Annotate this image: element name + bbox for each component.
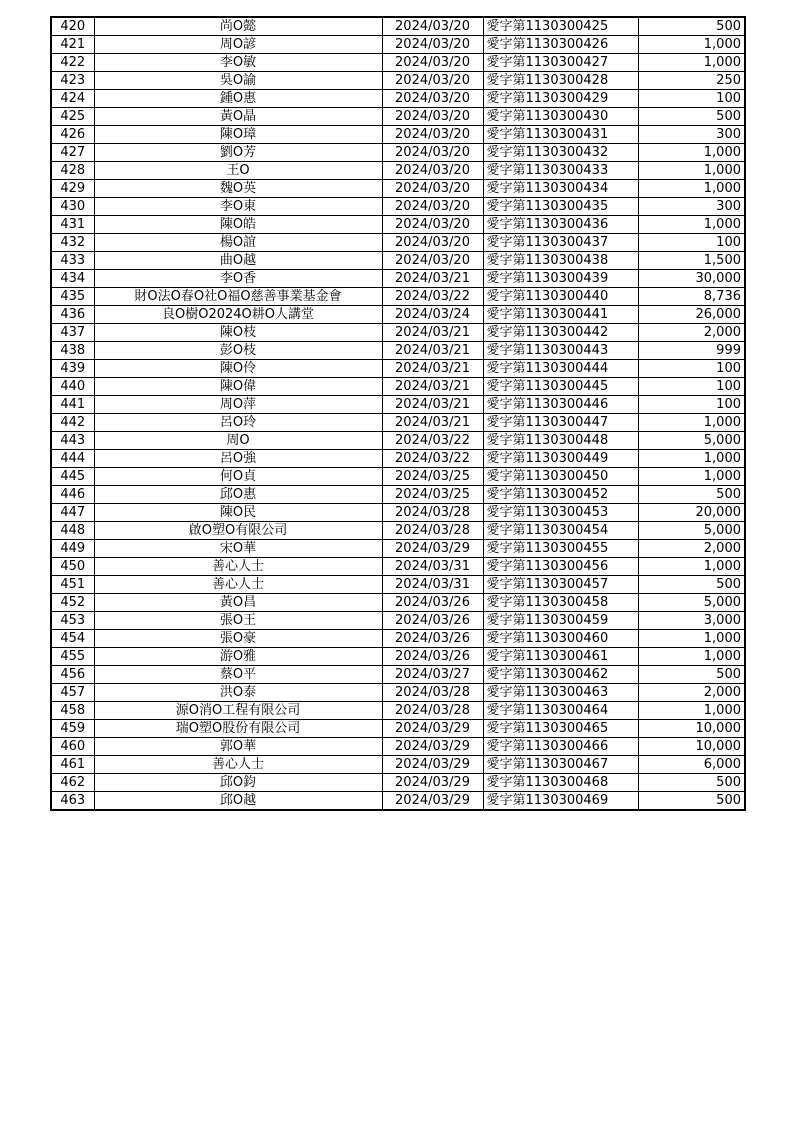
table-row — [51, 558, 745, 576]
donor-name-cell: 張O王 — [94, 612, 382, 630]
row-number-cell: 432 — [51, 234, 94, 252]
donation-amount-cell: 500 — [638, 666, 745, 684]
table-row — [51, 270, 745, 288]
donor-name-cell: 鍾O惠 — [94, 90, 382, 108]
receipt-number-cell: 愛字第1130300450 — [483, 468, 638, 486]
donation-date-cell: 2024/03/29 — [382, 720, 483, 738]
row-number-cell: 420 — [51, 17, 94, 36]
row-number-cell: 445 — [51, 468, 94, 486]
table-row — [51, 612, 745, 630]
row-number-cell: 433 — [51, 252, 94, 270]
donation-amount-cell: 10,000 — [638, 738, 745, 756]
row-number-cell: 429 — [51, 180, 94, 198]
row-number-cell: 460 — [51, 738, 94, 756]
donor-name-cell: 李O敏 — [94, 54, 382, 72]
donor-name-cell: 呂O強 — [94, 450, 382, 468]
row-number-cell: 450 — [51, 558, 94, 576]
table-row — [51, 360, 745, 378]
table-row — [51, 594, 745, 612]
donor-name-cell: 何O貞 — [94, 468, 382, 486]
donation-amount-cell: 8,736 — [638, 288, 745, 306]
table-row — [51, 378, 745, 396]
table-row — [51, 468, 745, 486]
donation-date-cell: 2024/03/24 — [382, 306, 483, 324]
donation-date-cell: 2024/03/26 — [382, 648, 483, 666]
donation-amount-cell: 300 — [638, 198, 745, 216]
row-number-cell: 422 — [51, 54, 94, 72]
donation-date-cell: 2024/03/28 — [382, 684, 483, 702]
receipt-number-cell: 愛字第1130300428 — [483, 72, 638, 90]
table-row — [51, 126, 745, 144]
row-number-cell: 458 — [51, 702, 94, 720]
table-row — [51, 738, 745, 756]
donation-amount-cell: 1,000 — [638, 630, 745, 648]
donor-name-cell: 尚O懿 — [94, 17, 382, 36]
donation-date-cell: 2024/03/20 — [382, 36, 483, 54]
donation-amount-cell: 2,000 — [638, 324, 745, 342]
row-number-cell: 449 — [51, 540, 94, 558]
donor-name-cell: 邱O惠 — [94, 486, 382, 504]
row-number-cell: 434 — [51, 270, 94, 288]
donation-date-cell: 2024/03/20 — [382, 108, 483, 126]
receipt-number-cell: 愛字第1130300463 — [483, 684, 638, 702]
donor-name-cell: 啟O塑O有限公司 — [94, 522, 382, 540]
donation-date-cell: 2024/03/26 — [382, 612, 483, 630]
donor-name-cell: 彭O枝 — [94, 342, 382, 360]
donation-amount-cell: 20,000 — [638, 504, 745, 522]
donor-name-cell: 陳O民 — [94, 504, 382, 522]
donation-amount-cell: 500 — [638, 486, 745, 504]
receipt-number-cell: 愛字第1130300440 — [483, 288, 638, 306]
table-row — [51, 234, 745, 252]
row-number-cell: 421 — [51, 36, 94, 54]
donor-name-cell: 良O樹O2024O耕O人講堂 — [94, 306, 382, 324]
donation-amount-cell: 5,000 — [638, 432, 745, 450]
receipt-number-cell: 愛字第1130300430 — [483, 108, 638, 126]
donation-amount-cell: 100 — [638, 396, 745, 414]
table-row — [51, 486, 745, 504]
donation-date-cell: 2024/03/29 — [382, 540, 483, 558]
donation-date-cell: 2024/03/26 — [382, 594, 483, 612]
donor-name-cell: 周O — [94, 432, 382, 450]
row-number-cell: 436 — [51, 306, 94, 324]
donor-name-cell: 邱O鈞 — [94, 774, 382, 792]
receipt-number-cell: 愛字第1130300469 — [483, 792, 638, 811]
row-number-cell: 444 — [51, 450, 94, 468]
donation-date-cell: 2024/03/20 — [382, 126, 483, 144]
row-number-cell: 438 — [51, 342, 94, 360]
donation-date-cell: 2024/03/21 — [382, 270, 483, 288]
donor-name-cell: 陳O偉 — [94, 378, 382, 396]
donor-name-cell: 吳O諭 — [94, 72, 382, 90]
donation-amount-cell: 1,000 — [638, 180, 745, 198]
receipt-number-cell: 愛字第1130300453 — [483, 504, 638, 522]
table-row — [51, 252, 745, 270]
receipt-number-cell: 愛字第1130300448 — [483, 432, 638, 450]
table-row — [51, 324, 745, 342]
receipt-number-cell: 愛字第1130300460 — [483, 630, 638, 648]
receipt-number-cell: 愛字第1130300437 — [483, 234, 638, 252]
table-row — [51, 306, 745, 324]
receipt-number-cell: 愛字第1130300459 — [483, 612, 638, 630]
table-row — [51, 666, 745, 684]
receipt-number-cell: 愛字第1130300462 — [483, 666, 638, 684]
receipt-number-cell: 愛字第1130300443 — [483, 342, 638, 360]
receipt-number-cell: 愛字第1130300468 — [483, 774, 638, 792]
table-row — [51, 702, 745, 720]
donation-amount-cell: 1,000 — [638, 162, 745, 180]
table-row — [51, 432, 745, 450]
donor-name-cell: 財O法O春O社O福O慈善事業基金會 — [94, 288, 382, 306]
donation-date-cell: 2024/03/21 — [382, 414, 483, 432]
donor-name-cell: 陳O皓 — [94, 216, 382, 234]
receipt-number-cell: 愛字第1130300425 — [483, 17, 638, 36]
donation-amount-cell: 3,000 — [638, 612, 745, 630]
table-row — [51, 522, 745, 540]
table-row — [51, 630, 745, 648]
table-row — [51, 504, 745, 522]
receipt-number-cell: 愛字第1130300436 — [483, 216, 638, 234]
donor-name-cell: 善心人士 — [94, 576, 382, 594]
donation-amount-cell: 5,000 — [638, 594, 745, 612]
table-row — [51, 648, 745, 666]
donor-name-cell: 王O — [94, 162, 382, 180]
row-number-cell: 455 — [51, 648, 94, 666]
donor-name-cell: 劉O芳 — [94, 144, 382, 162]
donor-name-cell: 陳O伶 — [94, 360, 382, 378]
donation-amount-cell: 26,000 — [638, 306, 745, 324]
donation-amount-cell: 1,000 — [638, 216, 745, 234]
receipt-number-cell: 愛字第1130300444 — [483, 360, 638, 378]
donation-ledger-table — [50, 16, 746, 811]
receipt-number-cell: 愛字第1130300445 — [483, 378, 638, 396]
donation-date-cell: 2024/03/21 — [382, 324, 483, 342]
donation-date-cell: 2024/03/28 — [382, 504, 483, 522]
row-number-cell: 457 — [51, 684, 94, 702]
donation-amount-cell: 500 — [638, 576, 745, 594]
receipt-number-cell: 愛字第1130300427 — [483, 54, 638, 72]
table-row — [51, 540, 745, 558]
donor-name-cell: 呂O玲 — [94, 414, 382, 432]
table-row — [51, 684, 745, 702]
receipt-number-cell: 愛字第1130300431 — [483, 126, 638, 144]
donor-name-cell: 黃O晶 — [94, 108, 382, 126]
table-row — [51, 90, 745, 108]
row-number-cell: 439 — [51, 360, 94, 378]
row-number-cell: 459 — [51, 720, 94, 738]
receipt-number-cell: 愛字第1130300442 — [483, 324, 638, 342]
donation-date-cell: 2024/03/20 — [382, 252, 483, 270]
donation-amount-cell: 500 — [638, 774, 745, 792]
donation-date-cell: 2024/03/20 — [382, 162, 483, 180]
donation-date-cell: 2024/03/22 — [382, 450, 483, 468]
row-number-cell: 435 — [51, 288, 94, 306]
row-number-cell: 424 — [51, 90, 94, 108]
donation-amount-cell: 1,000 — [638, 468, 745, 486]
table-row — [51, 774, 745, 792]
donation-amount-cell: 10,000 — [638, 720, 745, 738]
donation-amount-cell: 30,000 — [638, 270, 745, 288]
table-row — [51, 36, 745, 54]
donation-amount-cell: 1,000 — [638, 414, 745, 432]
donation-date-cell: 2024/03/20 — [382, 54, 483, 72]
row-number-cell: 461 — [51, 756, 94, 774]
donor-name-cell: 周O諺 — [94, 36, 382, 54]
donor-name-cell: 善心人士 — [94, 756, 382, 774]
row-number-cell: 462 — [51, 774, 94, 792]
donation-date-cell: 2024/03/26 — [382, 630, 483, 648]
receipt-number-cell: 愛字第1130300433 — [483, 162, 638, 180]
donor-name-cell: 李O香 — [94, 270, 382, 288]
receipt-number-cell: 愛字第1130300429 — [483, 90, 638, 108]
donation-date-cell: 2024/03/21 — [382, 378, 483, 396]
donation-amount-cell: 1,000 — [638, 702, 745, 720]
table-row — [51, 396, 745, 414]
donation-date-cell: 2024/03/29 — [382, 756, 483, 774]
donor-name-cell: 源O消O工程有限公司 — [94, 702, 382, 720]
donation-date-cell: 2024/03/25 — [382, 486, 483, 504]
donor-name-cell: 善心人士 — [94, 558, 382, 576]
donation-amount-cell: 250 — [638, 72, 745, 90]
receipt-number-cell: 愛字第1130300454 — [483, 522, 638, 540]
donor-name-cell: 洪O泰 — [94, 684, 382, 702]
row-number-cell: 441 — [51, 396, 94, 414]
receipt-number-cell: 愛字第1130300464 — [483, 702, 638, 720]
receipt-number-cell: 愛字第1130300456 — [483, 558, 638, 576]
donation-date-cell: 2024/03/29 — [382, 774, 483, 792]
donation-amount-cell: 100 — [638, 360, 745, 378]
donation-date-cell: 2024/03/31 — [382, 576, 483, 594]
donation-amount-cell: 100 — [638, 90, 745, 108]
table-row — [51, 144, 745, 162]
donation-amount-cell: 100 — [638, 234, 745, 252]
table-row — [51, 72, 745, 90]
row-number-cell: 447 — [51, 504, 94, 522]
donor-name-cell: 李O東 — [94, 198, 382, 216]
donation-date-cell: 2024/03/21 — [382, 396, 483, 414]
donation-date-cell: 2024/03/20 — [382, 198, 483, 216]
receipt-number-cell: 愛字第1130300434 — [483, 180, 638, 198]
row-number-cell: 443 — [51, 432, 94, 450]
table-row — [51, 108, 745, 126]
donation-date-cell: 2024/03/20 — [382, 90, 483, 108]
row-number-cell: 463 — [51, 792, 94, 811]
table-row — [51, 720, 745, 738]
donor-name-cell: 陳O璋 — [94, 126, 382, 144]
donor-name-cell: 楊O誼 — [94, 234, 382, 252]
receipt-number-cell: 愛字第1130300432 — [483, 144, 638, 162]
table-row — [51, 792, 745, 811]
donation-amount-cell: 1,000 — [638, 36, 745, 54]
donation-date-cell: 2024/03/25 — [382, 468, 483, 486]
row-number-cell: 425 — [51, 108, 94, 126]
donor-name-cell: 張O豪 — [94, 630, 382, 648]
row-number-cell: 440 — [51, 378, 94, 396]
donation-date-cell: 2024/03/20 — [382, 234, 483, 252]
donation-date-cell: 2024/03/31 — [382, 558, 483, 576]
donor-name-cell: 陳O枝 — [94, 324, 382, 342]
table-row — [51, 288, 745, 306]
donation-amount-cell: 1,500 — [638, 252, 745, 270]
table-row — [51, 198, 745, 216]
row-number-cell: 446 — [51, 486, 94, 504]
table-row — [51, 162, 745, 180]
donation-date-cell: 2024/03/28 — [382, 702, 483, 720]
row-number-cell: 428 — [51, 162, 94, 180]
donation-amount-cell: 2,000 — [638, 684, 745, 702]
ledger-body — [51, 17, 745, 810]
donation-amount-cell: 1,000 — [638, 450, 745, 468]
receipt-number-cell: 愛字第1130300466 — [483, 738, 638, 756]
donation-amount-cell: 5,000 — [638, 522, 745, 540]
row-number-cell: 426 — [51, 126, 94, 144]
donor-name-cell: 瑞O塑O股份有限公司 — [94, 720, 382, 738]
donation-amount-cell: 6,000 — [638, 756, 745, 774]
donation-date-cell: 2024/03/29 — [382, 792, 483, 811]
donor-name-cell: 游O雅 — [94, 648, 382, 666]
donation-date-cell: 2024/03/21 — [382, 360, 483, 378]
row-number-cell: 453 — [51, 612, 94, 630]
row-number-cell: 448 — [51, 522, 94, 540]
receipt-number-cell: 愛字第1130300461 — [483, 648, 638, 666]
donor-name-cell: 蔡O平 — [94, 666, 382, 684]
donation-amount-cell: 1,000 — [638, 54, 745, 72]
donation-date-cell: 2024/03/20 — [382, 72, 483, 90]
donor-name-cell: 曲O越 — [94, 252, 382, 270]
donation-amount-cell: 500 — [638, 108, 745, 126]
donation-date-cell: 2024/03/20 — [382, 17, 483, 36]
table-row — [51, 180, 745, 198]
donation-amount-cell: 2,000 — [638, 540, 745, 558]
receipt-number-cell: 愛字第1130300447 — [483, 414, 638, 432]
receipt-number-cell: 愛字第1130300426 — [483, 36, 638, 54]
table-row — [51, 17, 745, 36]
donation-date-cell: 2024/03/20 — [382, 180, 483, 198]
donation-amount-cell: 100 — [638, 378, 745, 396]
table-row — [51, 216, 745, 234]
receipt-number-cell: 愛字第1130300449 — [483, 450, 638, 468]
table-row — [51, 576, 745, 594]
donation-amount-cell: 999 — [638, 342, 745, 360]
receipt-number-cell: 愛字第1130300457 — [483, 576, 638, 594]
donation-date-cell: 2024/03/20 — [382, 216, 483, 234]
table-row — [51, 414, 745, 432]
receipt-number-cell: 愛字第1130300458 — [483, 594, 638, 612]
donor-name-cell: 邱O越 — [94, 792, 382, 811]
row-number-cell: 454 — [51, 630, 94, 648]
donation-date-cell: 2024/03/22 — [382, 432, 483, 450]
receipt-number-cell: 愛字第1130300439 — [483, 270, 638, 288]
row-number-cell: 431 — [51, 216, 94, 234]
donor-name-cell: 周O萍 — [94, 396, 382, 414]
receipt-number-cell: 愛字第1130300465 — [483, 720, 638, 738]
donation-amount-cell: 300 — [638, 126, 745, 144]
row-number-cell: 423 — [51, 72, 94, 90]
donation-date-cell: 2024/03/28 — [382, 522, 483, 540]
row-number-cell: 442 — [51, 414, 94, 432]
donation-amount-cell: 500 — [638, 792, 745, 811]
receipt-number-cell: 愛字第1130300446 — [483, 396, 638, 414]
row-number-cell: 437 — [51, 324, 94, 342]
donation-date-cell: 2024/03/27 — [382, 666, 483, 684]
table-row — [51, 450, 745, 468]
row-number-cell: 456 — [51, 666, 94, 684]
receipt-number-cell: 愛字第1130300452 — [483, 486, 638, 504]
donor-name-cell: 宋O華 — [94, 540, 382, 558]
receipt-number-cell: 愛字第1130300455 — [483, 540, 638, 558]
table-row — [51, 342, 745, 360]
receipt-number-cell: 愛字第1130300435 — [483, 198, 638, 216]
receipt-number-cell: 愛字第1130300467 — [483, 756, 638, 774]
table-row — [51, 756, 745, 774]
row-number-cell: 452 — [51, 594, 94, 612]
donor-name-cell: 黃O昌 — [94, 594, 382, 612]
receipt-number-cell: 愛字第1130300441 — [483, 306, 638, 324]
donation-date-cell: 2024/03/22 — [382, 288, 483, 306]
donation-date-cell: 2024/03/20 — [382, 144, 483, 162]
donation-amount-cell: 500 — [638, 17, 745, 36]
receipt-number-cell: 愛字第1130300438 — [483, 252, 638, 270]
donation-amount-cell: 1,000 — [638, 144, 745, 162]
donation-amount-cell: 1,000 — [638, 558, 745, 576]
donation-date-cell: 2024/03/21 — [382, 342, 483, 360]
donor-name-cell: 郭O華 — [94, 738, 382, 756]
donation-date-cell: 2024/03/29 — [382, 738, 483, 756]
row-number-cell: 427 — [51, 144, 94, 162]
row-number-cell: 451 — [51, 576, 94, 594]
donation-amount-cell: 1,000 — [638, 648, 745, 666]
row-number-cell: 430 — [51, 198, 94, 216]
table-row — [51, 54, 745, 72]
donor-name-cell: 魏O英 — [94, 180, 382, 198]
